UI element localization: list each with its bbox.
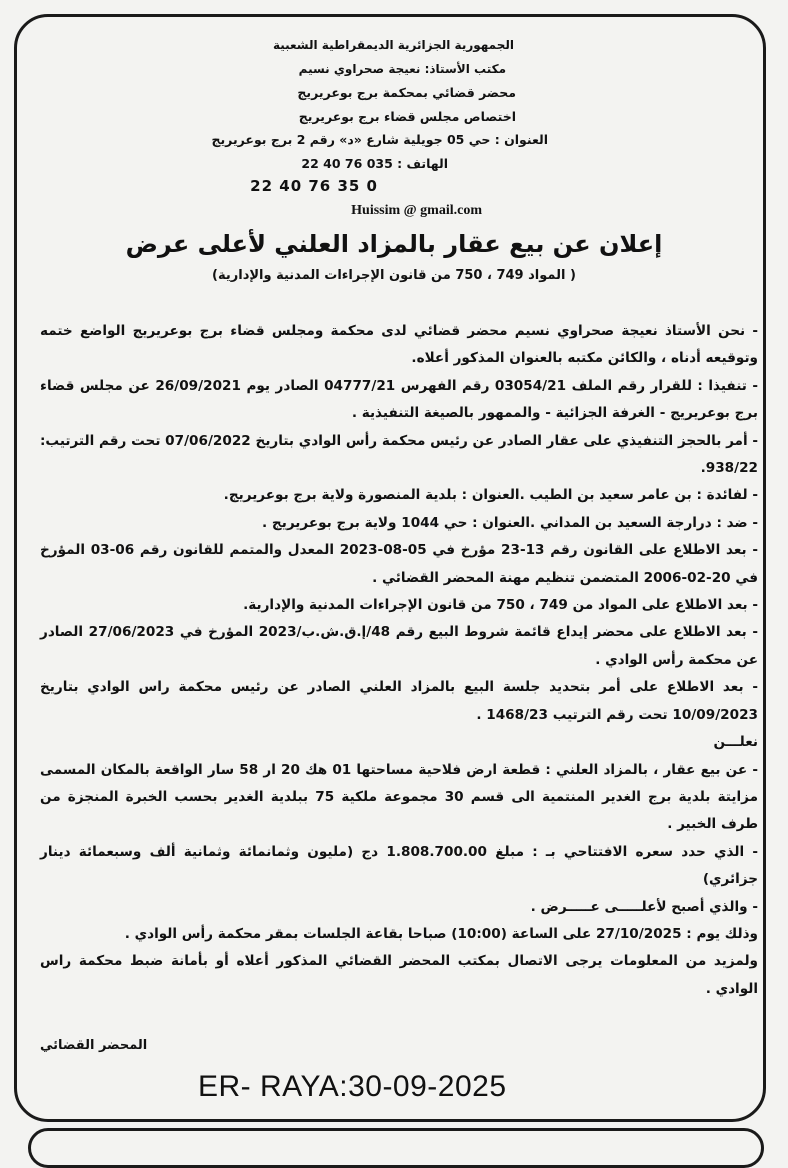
- paragraph: - أمر بالحجز التنفيذي على عقار الصادر عن رئيس محكمة رأس الوادي بتاريخ 07/06/2022 تحت رقم الترتيب: 938/22.: [40, 432, 758, 477]
- paragraph: - بعد الاطلاع على أمر بتحديد جلسة البيع بالمزاد العلني الصادر عن رئيس محكمة راس الوادي بتاريخ 10/09/2023 تحت رقم الترتيب 1468/23 .: [40, 679, 758, 723]
- header-republic: الجمهورية الجزائرية الديمقراطية الشعبية: [272, 38, 514, 52]
- paragraph: ولمزيد من المعلومات يرجى الاتصال بمكتب المحضر القضائي المذكور أعلاه أو بأمانة ضبط محكمة راس الوادي .: [40, 953, 758, 997]
- paragraph: - بعد الاطلاع على محضر إيداع قائمة شروط البيع رقم 48/إ.ق.ش.ب/2023 المؤرخ في 27/06/2023 الصادر عن محكمة رأس الوادي .: [40, 624, 758, 668]
- publication-footer: ER- RAYA:30-09-2025: [198, 1070, 507, 1103]
- paragraph: - والذي أصبح لأعلـــــى عـــــرض .: [530, 898, 758, 915]
- header-office: مكتب الأستاذ: نعيجة صحراوي نسيم: [298, 61, 506, 76]
- paragraph: - الذي حدد سعره الافتتاحي بـ : مبلغ 1.808.700.00 دج (مليون وثمانمائة وثمانية ألف وسبعمائة دينار جزائري): [40, 843, 758, 888]
- notice-title: إعلان عن بيع عقار بالمزاد العلني لأعلى عرض: [125, 230, 663, 258]
- paragraph: - عن بيع عقار ، بالمزاد العلني : قطعة ارض فلاحية مساحتها 01 هك 20 ار 58 سار الواقعة بالمكان المسمى مزايتة بلدية برج الغدير المنتمية الى قسم 30 مجموعة ملكية 75 ببلدية الغدير بحسب الخبرة المنجزة من طرف الخبير .: [40, 761, 758, 833]
- header-phone-label: الهاتف : 035 76 40 22: [301, 155, 448, 171]
- notice-body: [40, 318, 758, 1003]
- next-notice-border: [28, 1128, 764, 1168]
- paragraph: - لفائدة : بن عامر سعيد بن الطيب .العنوان : بلدية المنصورة ولاية برج بوعريريج.: [223, 487, 758, 504]
- signature: المحضر القضائي: [40, 1038, 148, 1053]
- paragraph: - ضد : درارجة السعيد بن المداني .العنوان : حي 1044 ولاية برج بوعريريج .: [262, 514, 758, 531]
- header-phone: 22 40 76 35 0: [250, 177, 378, 195]
- header-court: محضر قضائي بمحكمة برج بوعريريج: [297, 85, 516, 100]
- paragraph: - تنفيذا : للقرار رقم الملف 03054/21 رقم الفهرس 04777/21 الصادر يوم 26/09/2021 عن مجلس قضاء برج بوعريريج - الغرفة الجزائية - والممهور بالصيغة التنفيذية .: [40, 377, 758, 422]
- header-jurisdiction: اختصاص مجلس قضاء برج بوعريريج: [298, 108, 516, 124]
- paragraph: - بعد الاطلاع على المواد من 749 ، 750 من قانون الإجراءات المدنية والإدارية.: [243, 597, 758, 614]
- notice-subtitle: ( المواد 749 ، 750 من قانون الإجراءات المدنية والإدارية): [212, 268, 576, 283]
- paragraph: - بعد الاطلاع على القانون رقم 13-23 مؤرخ في 05-08-2023 المعدل والمتمم للقانون رقم 06-03 المؤرخ في 20-02-2006 المتضمن تنظيم مهنة المحضر القضائي .: [40, 542, 759, 586]
- notice-header: [0, 34, 788, 222]
- paragraph: - نحن الأستاذ نعيجة صحراوي نسيم محضر قضائي لدى محكمة ومجلس قضاء برج بوعريريج الواضع ختمه وتوقيعه أدناه ، والكائن مكتبه بالعنوان المذكور أعلاه.: [40, 323, 758, 367]
- header-email: Huissim @ gmail.com: [351, 202, 482, 218]
- announce-heading: نعلـــن: [713, 734, 758, 751]
- header-address: العنوان : حي 05 جويلية شارع «د» رقم 2 برج بوعريريج: [211, 132, 548, 147]
- paragraph: وذلك يوم : 27/10/2025 على الساعة (10:00) صباحا بقاعة الجلسات بمقر محكمة رأس الوادي .: [124, 925, 758, 942]
